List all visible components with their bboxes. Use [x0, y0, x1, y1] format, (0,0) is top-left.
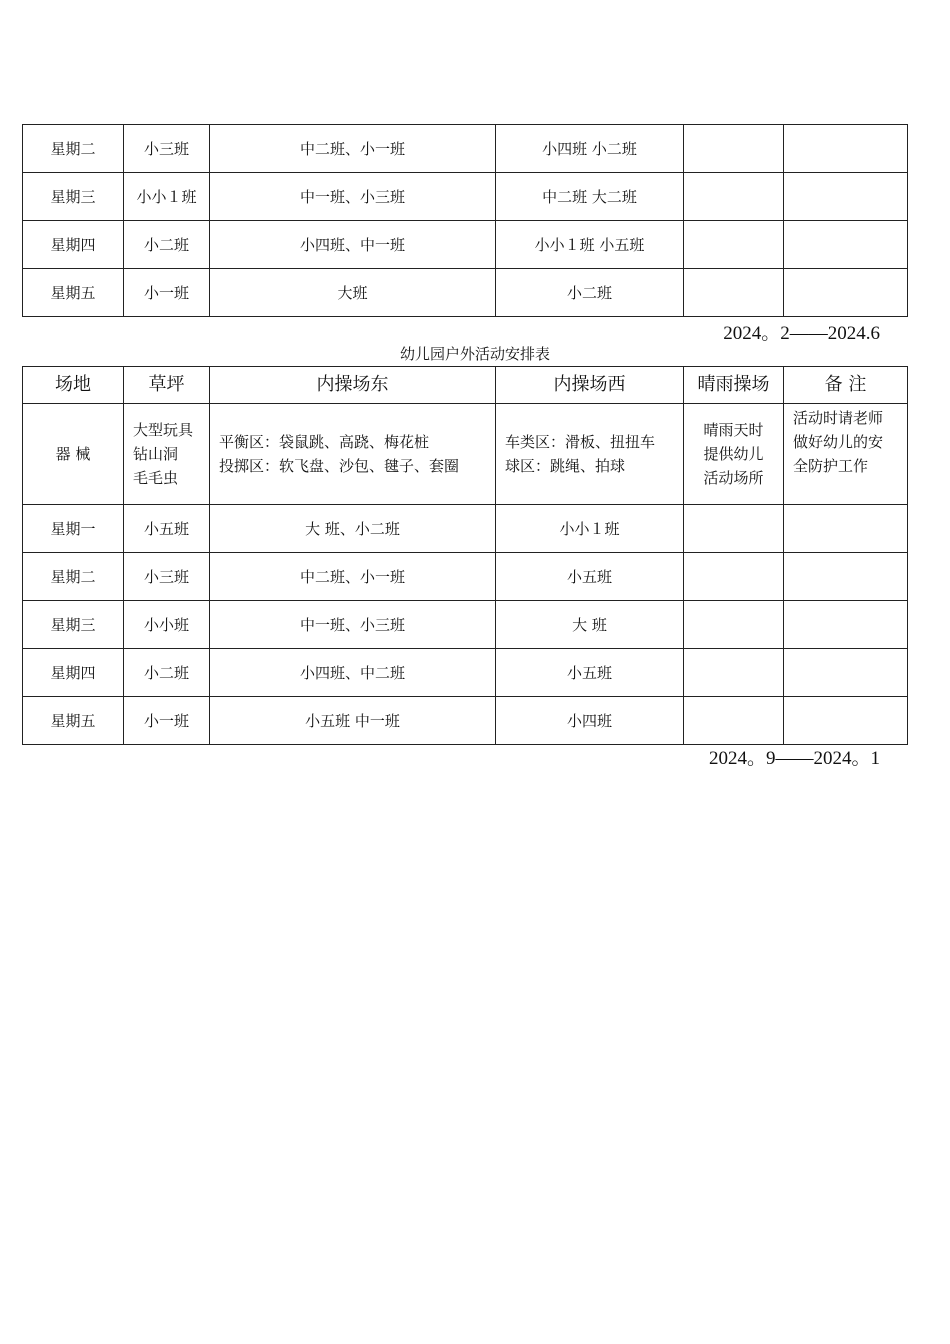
date-range-previous: 2024。2——2024.6	[723, 323, 880, 344]
east-field-cell: 中二班、小一班	[210, 553, 496, 601]
header-rainy-field: 晴雨操场	[684, 367, 784, 404]
note-cell	[784, 173, 908, 221]
lawn-cell: 小小１班	[124, 173, 210, 221]
west-field-cell: 小四班 小二班	[496, 125, 684, 173]
header-lawn: 草坪	[124, 367, 210, 404]
table-row	[23, 125, 908, 173]
table-header-row	[23, 367, 908, 404]
west-field-cell: 中二班 大二班	[496, 173, 684, 221]
note-cell	[784, 125, 908, 173]
table-row	[23, 221, 908, 269]
schedule-table-current	[22, 366, 908, 745]
header-east-field: 内操场东	[210, 367, 496, 404]
header-note: 备 注	[784, 367, 908, 404]
lawn-cell: 小三班	[124, 553, 210, 601]
lawn-cell: 小小班	[124, 601, 210, 649]
equipment-label: 器 械	[23, 404, 124, 505]
rainy-field-cell	[684, 173, 784, 221]
day-cell: 星期二	[23, 125, 124, 173]
table-row	[23, 269, 908, 317]
note-line: 提供幼儿	[703, 445, 764, 463]
equipment-item: 平衡区：袋鼠跳、高跷、梅花桩	[219, 433, 430, 451]
rainy-field-cell	[684, 697, 784, 745]
day-cell: 星期一	[23, 505, 124, 553]
table-row	[23, 553, 908, 601]
east-field-cell: 小四班、中一班	[210, 221, 496, 269]
east-field-cell: 大班	[210, 269, 496, 317]
rainy-field-cell	[684, 505, 784, 553]
header-west-field: 内操场西	[496, 367, 684, 404]
rainy-field-cell	[684, 649, 784, 697]
west-field-cell: 小二班	[496, 269, 684, 317]
east-field-cell: 中一班、小三班	[210, 601, 496, 649]
table-row	[23, 649, 908, 697]
west-field-cell: 小小１班	[496, 505, 684, 553]
note-line: 全防护工作	[793, 457, 869, 475]
table-title: 幼儿园户外活动安排表	[399, 345, 550, 363]
note-cell	[784, 221, 908, 269]
note-cell	[784, 649, 908, 697]
date-range-current: 2024。9——2024。1	[708, 748, 880, 769]
note-line: 活动时请老师	[793, 409, 884, 427]
table-row	[23, 601, 908, 649]
note-line: 做好幼儿的安	[793, 433, 884, 451]
note-cell	[784, 269, 908, 317]
lawn-cell: 小二班	[124, 649, 210, 697]
table-row	[23, 173, 908, 221]
rainy-field-cell	[684, 125, 784, 173]
west-field-cell: 大 班	[496, 601, 684, 649]
rainy-field-cell	[684, 221, 784, 269]
lawn-cell: 小一班	[124, 697, 210, 745]
note-cell	[784, 697, 908, 745]
header-venue: 场地	[23, 367, 124, 404]
note-line: 晴雨天时	[703, 421, 764, 439]
equipment-item: 钻山洞	[133, 445, 179, 463]
equipment-item: 大型玩具	[133, 421, 194, 439]
west-field-cell: 小小１班 小五班	[496, 221, 684, 269]
west-field-equipment	[496, 404, 684, 505]
east-field-cell: 中二班、小一班	[210, 125, 496, 173]
west-field-cell: 小四班	[496, 697, 684, 745]
east-field-cell: 中一班、小三班	[210, 173, 496, 221]
day-cell: 星期三	[23, 173, 124, 221]
rainy-field-cell	[684, 553, 784, 601]
east-field-cell: 大 班、小二班	[210, 505, 496, 553]
table-row	[23, 505, 908, 553]
safety-note	[784, 404, 908, 505]
day-cell: 星期五	[23, 697, 124, 745]
rainy-field-note	[684, 404, 784, 505]
west-field-cell: 小五班	[496, 649, 684, 697]
lawn-cell: 小二班	[124, 221, 210, 269]
west-field-cell: 小五班	[496, 553, 684, 601]
day-cell: 星期二	[23, 553, 124, 601]
lawn-cell: 小五班	[124, 505, 210, 553]
schedule-table-previous	[22, 124, 908, 317]
note-line: 活动场所	[703, 469, 764, 487]
day-cell: 星期三	[23, 601, 124, 649]
east-field-cell: 小五班 中一班	[210, 697, 496, 745]
day-cell: 星期四	[23, 221, 124, 269]
day-cell: 星期四	[23, 649, 124, 697]
day-cell: 星期五	[23, 269, 124, 317]
equipment-row	[23, 404, 908, 505]
equipment-item: 球区：跳绳、拍球	[505, 457, 626, 475]
note-cell	[784, 505, 908, 553]
east-field-equipment	[210, 404, 496, 505]
table-row	[23, 697, 908, 745]
rainy-field-cell	[684, 269, 784, 317]
equipment-item: 车类区：滑板、扭扭车	[505, 433, 656, 451]
lawn-cell: 小一班	[124, 269, 210, 317]
rainy-field-cell	[684, 601, 784, 649]
east-field-cell: 小四班、中二班	[210, 649, 496, 697]
lawn-equipment	[124, 404, 210, 505]
lawn-cell: 小三班	[124, 125, 210, 173]
note-cell	[784, 601, 908, 649]
note-cell	[784, 553, 908, 601]
equipment-item: 投掷区：软飞盘、沙包、毽子、套圈	[219, 457, 460, 475]
equipment-item: 毛毛虫	[133, 469, 179, 487]
